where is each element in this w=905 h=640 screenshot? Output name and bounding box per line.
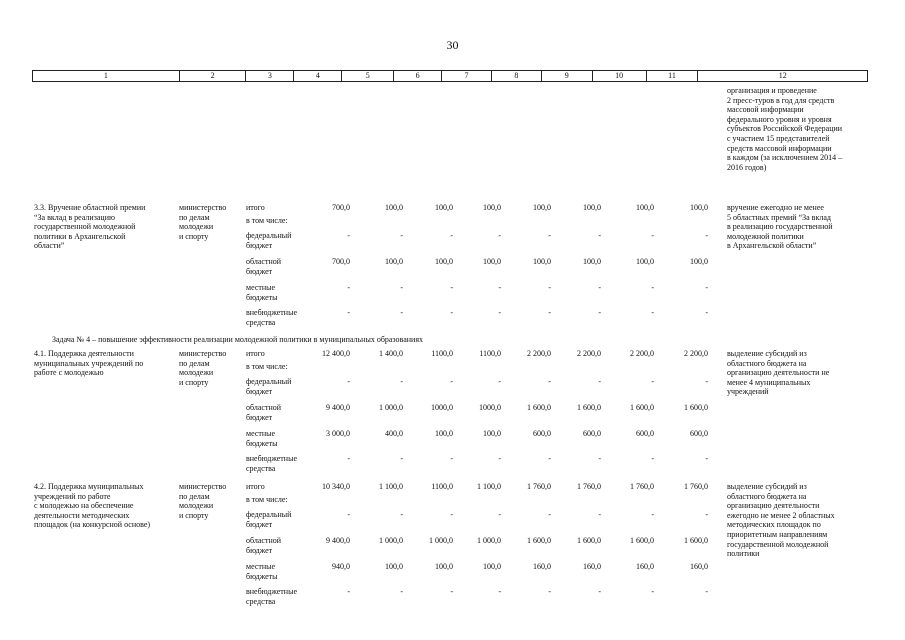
amount-cell: 2 200,0	[527, 349, 551, 358]
amount-cell: -	[498, 587, 501, 596]
amount-cell: 1 600,0	[684, 536, 708, 545]
amount-cell: -	[598, 231, 601, 240]
funding-source-label: местные бюджеты	[246, 283, 278, 302]
amount-cell: -	[347, 454, 350, 463]
column-header-5: 5	[341, 71, 393, 81]
amount-cell: -	[548, 377, 551, 386]
amount-cell: -	[400, 454, 403, 463]
funding-source-label: внебюджетные средства	[246, 587, 297, 606]
amount-cell: 100,0	[690, 257, 708, 266]
amount-cell: 100,0	[483, 429, 501, 438]
amount-cell: -	[548, 231, 551, 240]
amount-cell: -	[400, 377, 403, 386]
amount-cell: 100,0	[483, 257, 501, 266]
amount-cell: 1 000,0	[379, 536, 403, 545]
amount-cell: -	[498, 283, 501, 292]
amount-cell: 100,0	[435, 203, 453, 212]
amount-cell: 160,0	[583, 562, 601, 571]
amount-cell: -	[705, 377, 708, 386]
amount-cell: -	[548, 454, 551, 463]
amount-cell: -	[450, 283, 453, 292]
column-header-12: 12	[697, 71, 867, 81]
amount-cell: 100,0	[636, 257, 654, 266]
measure-name: 4.2. Поддержка муниципальных учреждений по работе с молодежью на обеспечение деятельности методических площадок (на конкурсной основе)	[34, 482, 151, 530]
amount-cell: -	[347, 510, 350, 519]
amount-cell: 100,0	[583, 203, 601, 212]
funding-source-label: итого	[246, 482, 265, 491]
measure-name: 3.3. Вручение областной премии “За вклад в реализацию государственной молодежной политики в Архангельской области”	[34, 203, 146, 251]
amount-cell: 400,0	[385, 429, 403, 438]
measure-result: выделение субсидий из областного бюджета на организацию деятельности ежегодно не менее 2 областных методических площадок по приоритетным направлениям государственной молодежной политики	[727, 482, 835, 559]
amount-cell: 1 760,0	[630, 482, 654, 491]
measure-result: выделение субсидий из областного бюджета на организацию деятельности не менее 4 муниципальных учреждений	[727, 349, 830, 397]
amount-cell: -	[651, 510, 654, 519]
amount-cell: 160,0	[636, 562, 654, 571]
column-header-3: 3	[245, 71, 293, 81]
amount-cell: -	[651, 283, 654, 292]
amount-cell: 1000,0	[479, 403, 501, 412]
column-header-10: 10	[592, 71, 646, 81]
amount-cell: 1100,0	[431, 482, 453, 491]
amount-cell: -	[498, 377, 501, 386]
column-header-11: 11	[646, 71, 698, 81]
task-4-heading: Задача № 4 – повышение эффективности реализации молодежной политики в муниципальных образованиях	[52, 335, 424, 344]
amount-cell: 1 000,0	[379, 403, 403, 412]
amount-cell: 1100,0	[431, 349, 453, 358]
amount-cell: 160,0	[533, 562, 551, 571]
amount-cell: 100,0	[636, 203, 654, 212]
amount-cell: 100,0	[435, 257, 453, 266]
carry-over-result-text: организация и проведение 2 пресс-туров в год для средств массовой информации федерального уровня и уровня субъектов Российской Федерации с участием 15 представителей средств массовой информации в каждом (за исключением 2014 – 2016 годов)	[727, 86, 843, 172]
funding-source-label: федеральный бюджет	[246, 231, 292, 250]
column-header-7: 7	[441, 71, 491, 81]
amount-cell: -	[598, 283, 601, 292]
funding-source-label: в том числе:	[246, 495, 288, 504]
amount-cell: -	[347, 377, 350, 386]
amount-cell: 700,0	[332, 257, 350, 266]
amount-cell: 100,0	[385, 203, 403, 212]
funding-source-label: областной бюджет	[246, 403, 282, 422]
amount-cell: -	[651, 308, 654, 317]
amount-cell: -	[598, 454, 601, 463]
amount-cell: 1100,0	[479, 349, 501, 358]
amount-cell: 100,0	[435, 429, 453, 438]
amount-cell: -	[548, 308, 551, 317]
column-header-9: 9	[541, 71, 592, 81]
funding-source-label: итого	[246, 203, 265, 212]
amount-cell: 100,0	[385, 562, 403, 571]
amount-cell: 1 600,0	[630, 536, 654, 545]
amount-cell: -	[705, 308, 708, 317]
amount-cell: -	[498, 454, 501, 463]
amount-cell: 600,0	[636, 429, 654, 438]
amount-cell: 2 200,0	[630, 349, 654, 358]
funding-source-label: в том числе:	[246, 216, 288, 225]
amount-cell: -	[705, 231, 708, 240]
amount-cell: 600,0	[533, 429, 551, 438]
amount-cell: -	[548, 587, 551, 596]
column-number-header	[32, 70, 868, 82]
funding-source-label: местные бюджеты	[246, 429, 278, 448]
funding-source-label: областной бюджет	[246, 536, 282, 555]
funding-source-label: областной бюджет	[246, 257, 282, 276]
column-header-8: 8	[491, 71, 541, 81]
amount-cell: 2 200,0	[684, 349, 708, 358]
amount-cell: -	[651, 587, 654, 596]
amount-cell: -	[705, 454, 708, 463]
amount-cell: 100,0	[435, 562, 453, 571]
amount-cell: -	[705, 283, 708, 292]
amount-cell: -	[705, 587, 708, 596]
amount-cell: -	[450, 510, 453, 519]
amount-cell: 10 340,0	[322, 482, 350, 491]
amount-cell: -	[598, 510, 601, 519]
funding-source-label: федеральный бюджет	[246, 510, 292, 529]
amount-cell: 1 100,0	[379, 482, 403, 491]
amount-cell: -	[498, 231, 501, 240]
measure-executor: министерство по делам молодежи и спорту	[179, 349, 227, 387]
amount-cell: 3 000,0	[326, 429, 350, 438]
amount-cell: 600,0	[690, 429, 708, 438]
amount-cell: -	[651, 377, 654, 386]
amount-cell: 600,0	[583, 429, 601, 438]
amount-cell: 1 600,0	[630, 403, 654, 412]
funding-source-label: итого	[246, 349, 265, 358]
funding-source-label: внебюджетные средства	[246, 308, 297, 327]
amount-cell: 12 400,0	[322, 349, 350, 358]
amount-cell: 9 400,0	[326, 403, 350, 412]
amount-cell: 940,0	[332, 562, 350, 571]
page-number: 30	[446, 38, 459, 52]
amount-cell: 1 600,0	[577, 536, 601, 545]
amount-cell: 1 760,0	[577, 482, 601, 491]
amount-cell: -	[400, 308, 403, 317]
amount-cell: 1 760,0	[684, 482, 708, 491]
column-header-6: 6	[393, 71, 441, 81]
amount-cell: 2 200,0	[577, 349, 601, 358]
amount-cell: 100,0	[483, 562, 501, 571]
amount-cell: -	[450, 231, 453, 240]
amount-cell: -	[651, 231, 654, 240]
amount-cell: -	[548, 510, 551, 519]
amount-cell: 100,0	[690, 203, 708, 212]
amount-cell: 1 600,0	[684, 403, 708, 412]
amount-cell: 1 000,0	[429, 536, 453, 545]
column-header-2: 2	[179, 71, 246, 81]
measure-name: 4.1. Поддержка деятельности муниципальных учреждений по работе с молодежью	[34, 349, 144, 378]
amount-cell: 1 600,0	[527, 403, 551, 412]
measure-result: вручение ежегодно не менее 5 областных премий “За вклад в реализацию государственной молодежной политики в Архангельской области”	[727, 203, 833, 251]
amount-cell: 1 000,0	[477, 536, 501, 545]
amount-cell: -	[450, 587, 453, 596]
amount-cell: -	[347, 231, 350, 240]
funding-source-label: местные бюджеты	[246, 562, 278, 581]
amount-cell: 1 100,0	[477, 482, 501, 491]
amount-cell: -	[548, 283, 551, 292]
funding-source-label: федеральный бюджет	[246, 377, 292, 396]
amount-cell: -	[598, 587, 601, 596]
amount-cell: 1 760,0	[527, 482, 551, 491]
amount-cell: 100,0	[583, 257, 601, 266]
amount-cell: -	[400, 587, 403, 596]
amount-cell: -	[400, 283, 403, 292]
amount-cell: -	[598, 308, 601, 317]
amount-cell: 9 400,0	[326, 536, 350, 545]
amount-cell: 100,0	[483, 203, 501, 212]
amount-cell: -	[450, 377, 453, 386]
amount-cell: -	[347, 308, 350, 317]
amount-cell: -	[598, 377, 601, 386]
amount-cell: -	[400, 510, 403, 519]
column-header-1: 1	[103, 71, 108, 80]
funding-source-label: внебюджетные средства	[246, 454, 297, 473]
amount-cell: 1000,0	[431, 403, 453, 412]
amount-cell: -	[450, 454, 453, 463]
amount-cell: 160,0	[690, 562, 708, 571]
measure-executor: министерство по делам молодежи и спорту	[179, 482, 227, 520]
amount-cell: 1 600,0	[577, 403, 601, 412]
amount-cell: -	[651, 454, 654, 463]
amount-cell: 700,0	[332, 203, 350, 212]
amount-cell: -	[498, 308, 501, 317]
amount-cell: 100,0	[533, 257, 551, 266]
amount-cell: 1 600,0	[527, 536, 551, 545]
amount-cell: 1 400,0	[379, 349, 403, 358]
amount-cell: 100,0	[385, 257, 403, 266]
amount-cell: -	[705, 510, 708, 519]
column-header-4: 4	[293, 71, 341, 81]
amount-cell: -	[347, 283, 350, 292]
amount-cell: -	[498, 510, 501, 519]
funding-source-label: в том числе:	[246, 362, 288, 371]
amount-cell: -	[450, 308, 453, 317]
amount-cell: -	[347, 587, 350, 596]
amount-cell: 100,0	[533, 203, 551, 212]
amount-cell: -	[400, 231, 403, 240]
measure-executor: министерство по делам молодежи и спорту	[179, 203, 227, 241]
